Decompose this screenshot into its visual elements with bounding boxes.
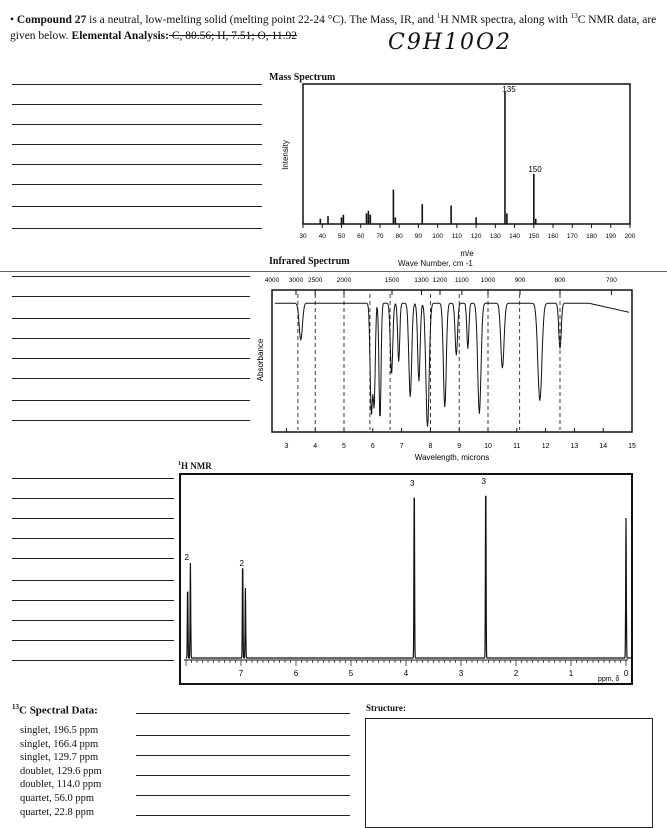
answer-line[interactable] [12, 144, 262, 145]
ir-bottom-tick-label: 5 [342, 443, 346, 450]
hnmr-tick-label: 3 [458, 669, 464, 678]
hnmr-tick-label: 4 [403, 669, 409, 678]
hnmr-integrations [185, 477, 487, 568]
compound-label: Compound 27 [16, 13, 87, 26]
answer-line[interactable] [136, 735, 350, 736]
ir-top-tick-label: 1300 [414, 277, 429, 284]
ir-bottom-tick-label: 4 [313, 443, 318, 450]
c13-item: doublet, 114.0 ppm [20, 779, 102, 791]
peak-label-150: 150 [528, 165, 542, 174]
elemental-analysis-values: C, 80.56; H, 7.51; O, 11.92 [168, 29, 297, 42]
mass-plot-frame [303, 84, 630, 224]
answer-line[interactable] [12, 640, 174, 641]
mass-xlabel: m/e [460, 249, 474, 258]
c13-item: singlet, 129.7 ppm [20, 752, 99, 764]
answer-line[interactable] [12, 420, 250, 421]
ir-spectrum-chart [254, 270, 646, 466]
ir-spectrum-title: Infrared Spectrum [269, 256, 350, 267]
intro-text-3: C NMR data, are given below. [10, 13, 657, 42]
answer-line[interactable] [12, 228, 262, 229]
answer-line[interactable] [12, 620, 174, 621]
answer-line[interactable] [12, 478, 174, 479]
mass-x-tick-label: 40 [318, 233, 326, 240]
hnmr-tick-label: 7 [238, 669, 244, 678]
hnmr-ticks [186, 660, 629, 678]
answer-line[interactable] [12, 518, 174, 519]
h-superscript: 1 [436, 12, 441, 20]
c13-item: doublet, 129.6 ppm [20, 765, 102, 777]
mass-spectrum-title: Mass Spectrum [269, 72, 336, 83]
c13-item: quartet, 22.8 ppm [20, 806, 95, 818]
answer-line[interactable] [12, 276, 250, 277]
answer-line[interactable] [136, 713, 350, 714]
hnmr-integration-label: 2 [239, 559, 244, 568]
answer-line[interactable] [12, 498, 174, 499]
hnmr-axis-label: ppm, δ [598, 676, 620, 683]
mass-x-tick-label: 100 [432, 233, 444, 240]
structure-label: Structure: [366, 703, 406, 713]
answer-line[interactable] [12, 358, 250, 359]
mass-x-tick-label: 160 [547, 233, 559, 240]
answer-line[interactable] [136, 755, 350, 756]
answer-line[interactable] [136, 795, 350, 796]
ir-bottom-tick-label: 13 [570, 443, 579, 450]
mass-x-tick-label: 200 [624, 233, 636, 240]
ir-top-tick-label: 2500 [307, 277, 323, 284]
answer-line[interactable] [12, 378, 250, 379]
ir-ylabel: Absorbance [256, 338, 265, 382]
elemental-analysis-label: Elemental Analysis: [71, 29, 169, 42]
c13-list [20, 724, 102, 819]
ir-bottom-tick-label: 6 [370, 443, 375, 450]
answer-line[interactable] [12, 318, 250, 319]
hnmr-trace [186, 496, 632, 658]
c13-item: singlet, 166.4 ppm [20, 738, 99, 750]
answer-line[interactable] [136, 815, 350, 816]
c13-item: quartet, 56.0 ppm [20, 792, 95, 804]
ir-trace [275, 303, 629, 427]
ir-top-tick-label: 1500 [384, 277, 400, 284]
handwritten-formula: C9H10O2 [388, 30, 513, 55]
c13-title: $^{13}$C Spectral Data: [12, 703, 98, 717]
mass-spectrum-chart [268, 80, 648, 270]
ir-band-markers [298, 294, 560, 430]
answer-line[interactable] [12, 538, 174, 539]
mass-x-tick-label: 90 [414, 233, 423, 240]
mass-x-tick-label: 130 [489, 233, 501, 240]
answer-line[interactable] [12, 104, 262, 105]
ir-top-tick-label: 800 [554, 277, 566, 284]
ir-bottom-tick-label: 14 [599, 443, 608, 450]
mass-bars [320, 92, 535, 224]
mass-x-tick-label: 140 [509, 233, 521, 240]
ir-top-tick-label: 4000 [264, 277, 280, 284]
hnmr-integration-label: 3 [410, 479, 415, 488]
hnmr-tick-label: 0 [623, 669, 629, 678]
mass-x-tick-label: 50 [337, 233, 346, 240]
mass-x-tick-label: 110 [451, 233, 463, 240]
answer-line[interactable] [12, 558, 174, 559]
intro-text-2: H NMR spectra, along with [440, 13, 571, 26]
intro-text-1: is a neutral, low-melting solid (melting point 22-24 °C). The Mass, IR, and [86, 13, 437, 26]
ir-top-tick-label: 700 [605, 277, 617, 284]
answer-line[interactable] [12, 164, 262, 165]
mass-x-tick-label: 190 [605, 233, 617, 240]
ir-bottom-tick-label: 7 [399, 443, 404, 450]
answer-line[interactable] [12, 84, 262, 85]
mass-x-tick-label: 60 [357, 233, 365, 240]
mass-x-tick-label: 150 [528, 233, 540, 240]
hnmr-tick-label: 5 [348, 669, 354, 678]
hnmr-tick-label: 2 [513, 669, 519, 678]
ir-top-tick-label: 900 [514, 277, 526, 284]
answer-line[interactable] [12, 338, 250, 339]
hnmr-integration-label: 2 [184, 553, 189, 562]
ir-bottom-tick-label: 12 [541, 443, 550, 450]
answer-line[interactable] [12, 184, 262, 185]
answer-line[interactable] [12, 206, 262, 207]
ir-plot-frame [272, 290, 632, 432]
peak-label-135: 135 [502, 85, 516, 94]
answer-line[interactable] [12, 400, 250, 401]
hnmr-title: $^1$H NMR [178, 461, 212, 471]
c13-item: singlet, 196.5 ppm [20, 725, 99, 736]
structure-answer-box[interactable] [365, 718, 653, 828]
hnmr-tick-label: 6 [293, 669, 299, 678]
hnmr-frame [180, 474, 632, 684]
ir-top-tick-label: 3000 [288, 277, 304, 284]
ir-top-tick-label: 1100 [454, 277, 469, 284]
answer-line[interactable] [136, 775, 350, 776]
ir-bottom-tick-label: 3 [284, 443, 289, 450]
mass-ylabel: Intensity [281, 140, 290, 170]
answer-line[interactable] [12, 600, 174, 601]
answer-line[interactable] [12, 580, 174, 581]
ir-xlabel: Wavelength, microns [414, 453, 490, 462]
ir-bottom-tick-label: 15 [628, 443, 636, 450]
ir-top-tick-label: 1000 [480, 277, 496, 284]
bullet: • [10, 13, 15, 26]
ir-top-ticks [265, 277, 617, 295]
ir-bottom-tick-label: 11 [513, 443, 521, 450]
answer-line[interactable] [12, 296, 250, 297]
problem-intro [10, 8, 660, 44]
answer-line[interactable] [12, 124, 262, 125]
mass-x-tick-label: 120 [470, 233, 482, 240]
ir-top-axis-label: Wave Number, cm -1 [398, 259, 473, 268]
ir-bottom-tick-label: 10 [484, 443, 492, 450]
mass-x-tick-label: 170 [566, 233, 578, 240]
hnmr-tick-label: 1 [568, 669, 574, 678]
mass-x-tick-label: 30 [299, 233, 307, 240]
ir-top-tick-label: 2000 [336, 277, 352, 284]
answer-line[interactable] [12, 660, 174, 661]
ir-bottom-tick-label: 8 [428, 443, 433, 450]
mass-x-tick-label: 80 [395, 233, 403, 240]
mass-x-ticks [299, 224, 635, 240]
ir-top-tick-label: 1200 [432, 277, 448, 284]
mass-x-tick-label: 70 [376, 233, 384, 240]
mass-x-tick-label: 180 [586, 233, 597, 240]
ir-bottom-tick-label: 9 [457, 443, 462, 450]
hnmr-chart [178, 472, 636, 687]
hnmr-integration-label: 3 [481, 477, 486, 486]
c-superscript: 13 [570, 12, 578, 20]
